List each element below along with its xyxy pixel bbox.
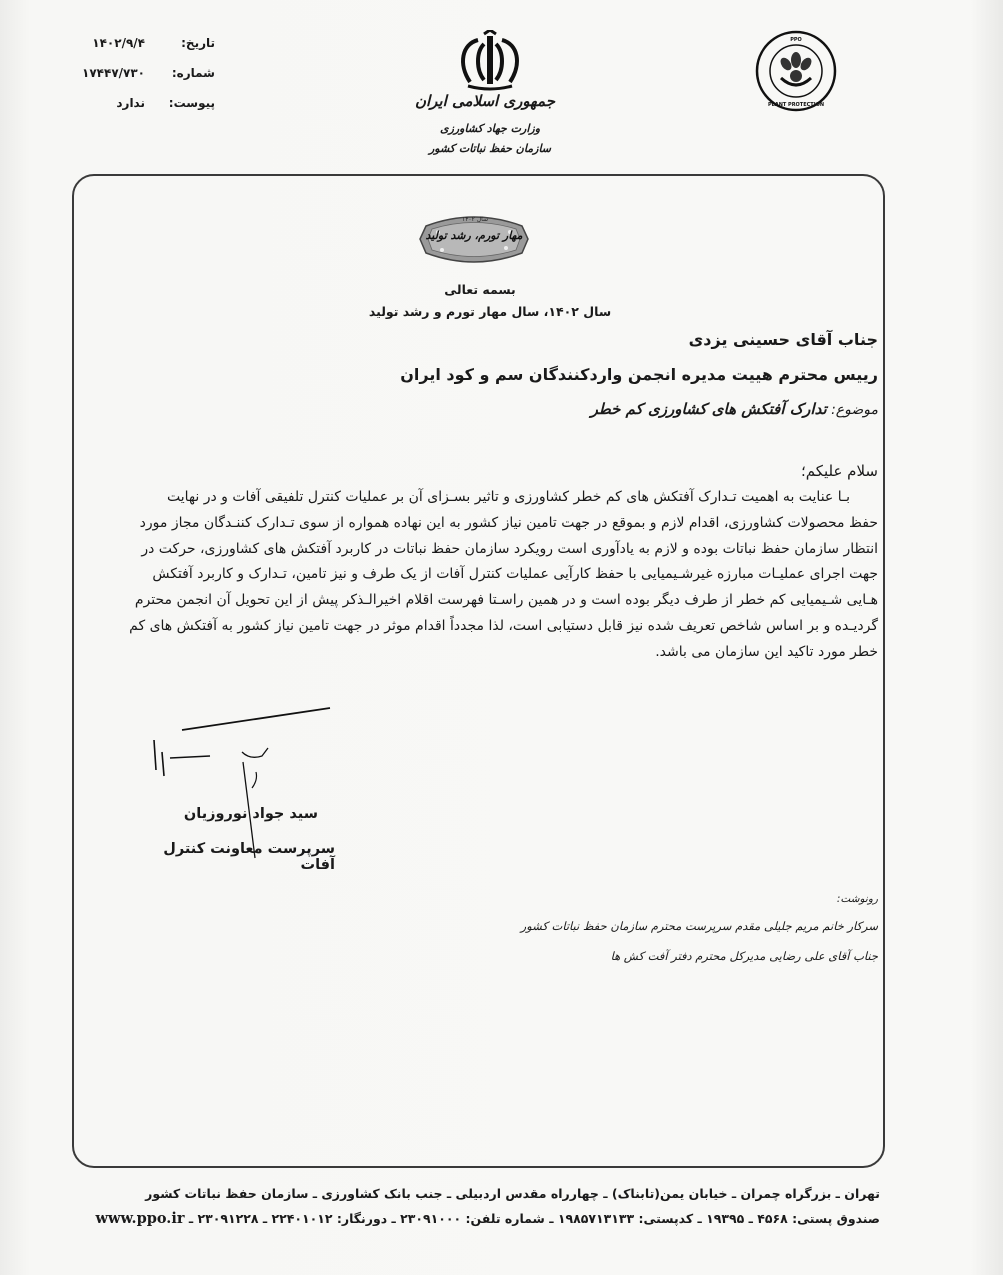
meta-date-label: تاریخ: [181,36,215,50]
footer-contact [95,1210,880,1227]
body-line: بـا عنایت به اهمیت تـدارک آفتکش های کم خطر کشاورزی و تاثیر بسـزای آن بر عملیات کنترل تلفیقی آفات و در نهایت [167,489,850,505]
ppo-logo-icon [755,30,837,112]
body-line: هـایی شـیمیایی کم خطر از طرف دیگر بوده است و در همین راسـتا فهرست اقلام اخیرالـذکر پیش از این تحویل آن انجمن محترم [134,592,878,609]
footer-contact-info: صندوق پستی: ۴۵۶۸ ـ ۱۹۳۹۵ ـ کدپستی: ۱۹۸۵۷۱۳۱۳۳ ـ شماره تلفن: ۲۳۰۹۱۰۰۰ ـ دورنگار: ۲۲۴۰۱۰۱۲ ـ ۲۳۰۹۱۲۲۸ ـ [188,1211,880,1226]
meta-attachment-label: پیوست: [168,96,215,110]
meta-number-value: ۱۷۴۴۷/۷۳۰ [82,66,145,80]
greeting: سلام علیکم؛ [800,462,878,480]
cc-item: سرکار خانم مریم جلیلی مقدم سرپرست محترم سازمان حفظ نباتات کشور [520,919,878,933]
footer-address: تهران ـ بزرگراه چمران ـ خیابان یمن(تابناک) ـ چهارراه مقدس اردبیلی ـ جنب بانک کشاورزی ـ سازمان حفظ نباتات کشور [145,1186,880,1201]
footer-website-link[interactable]: www.ppo.ir [95,1210,185,1227]
meta-number-label: شماره: [171,66,215,80]
signatory-title: سرپرست معاونت کنترل آفات [163,841,335,873]
meta-number [82,66,215,82]
meta-date [85,36,215,52]
meta-attachment [85,96,215,112]
year-motto: سال ۱۴۰۲، سال مهار تورم و رشد تولید [368,304,612,319]
iran-emblem-icon [440,30,540,92]
ministry-name: وزارت جهاد کشاورزی [439,122,541,135]
cc-item: جناب آقای علی رضایی مدیرکل محترم دفتر آفت کش ها [610,949,878,963]
banner-small-text: سال ۱۴۰۲ [461,216,488,223]
letter-frame [72,174,885,1168]
svg-text:PPO: PPO [790,37,802,43]
organization-name: سازمان حفظ نباتات کشور [428,142,552,155]
subject-label: موضوع: [831,402,878,418]
meta-attachment-value: ندارد [116,96,145,110]
body-line: خطر مورد تاکید این سازمان می باشد. [655,643,878,660]
subject-text: تدارک آفتکش های کشاورزی کم خطر [590,400,827,418]
subject-line [400,400,878,418]
body-line: گردیـده و بر اساس شاخص تعریف شده نیز قابل دستیابی است، لذا مجدداً اقدام موثر در جهت تامین نیاز کشور به آفتکش های کم [129,617,878,634]
recipient-title: رییس محترم هییت مدیره انجمن واردکنندگان سم و کود ایران [400,365,878,384]
signatory-name: سید جواد نوروزیان [183,806,318,822]
body-line: جهت اجرای عملیـات مبارزه غیرشـیمیایی با حفظ کارآیی عملیات کنترل آفات از یک طرف و نیز تامین، تـدارک و کاربرد آفتکش [152,566,878,583]
gov-name: جمهوری اسلامی ایران [414,92,555,110]
banner-main-text: مهار تورم، رشد تولید [425,229,523,242]
body-line: حفظ محصولات کشاورزی، اقدام لازم و بموقع در جهت تامین نیاز کشور به این نهاده همواره از سوی تـدارک کننـدگان مجاز مورد [139,514,878,531]
svg-text:PLANT PROTECTION: PLANT PROTECTION [767,102,825,108]
recipient-name: جناب آقای حسینی یزدی [688,330,878,349]
signature-icon [140,700,340,860]
invocation: بسمه تعالی [444,282,516,297]
meta-date-value: ۱۴۰۲/۹/۴ [92,36,145,50]
body-line: انتظار سازمان حفظ نباتات بوده و لازم به یادآوری است رویکرد سازمان حفظ نباتات در کاربرد آفتکش های کشاورزی، حرکت در [141,540,878,557]
letter-body [64,485,878,666]
cc-label: رونوشت: [836,893,878,905]
